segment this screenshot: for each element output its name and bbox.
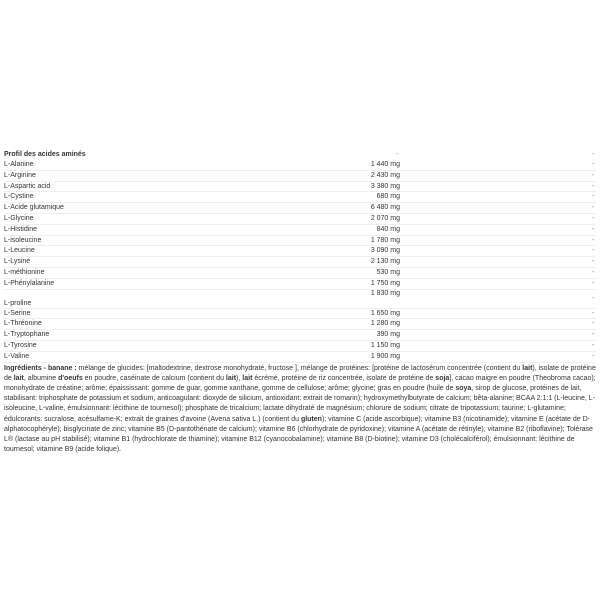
row-dash: -: [592, 352, 595, 360]
amino-acid-name: L-proline: [4, 299, 32, 307]
amino-acid-name: L-Lysine: [4, 258, 31, 266]
table-row: [4, 225, 596, 236]
ingredient-text: ], cacao maigre en poudre (Theobroma cacao); monohydrate de créatine; arôme; épaississant: gomme de guar, gomme xanthane, gomme de cellulose; arôme; glycine; gras en poudre (huile de: [4, 374, 596, 392]
allergen-text: lait: [242, 374, 253, 382]
amino-acid-value: 680 mg: [376, 193, 400, 201]
amino-acid-name: L-Alanine: [4, 161, 34, 168]
ingredient-text: ),: [236, 374, 243, 382]
allergen-text: lait: [13, 374, 24, 382]
table-row: [4, 160, 596, 171]
amino-acid-value: 1 780 mg: [370, 236, 400, 244]
row-dash: -: [592, 247, 595, 255]
row-dash: -: [592, 193, 595, 201]
amino-acid-name: L-Serine: [4, 309, 31, 317]
amino-acid-value: 1 750 mg: [370, 279, 400, 287]
row-dash: -: [592, 331, 595, 339]
allergen-text: lait: [522, 364, 533, 372]
amino-acid-value: 3 090 mg: [370, 247, 400, 255]
table-row: [4, 214, 596, 225]
amino-acid-name: L-isoleucine: [4, 236, 42, 244]
amino-acid-value: 1 900 mg: [370, 352, 400, 360]
amino-acid-value: 2 430 mg: [370, 171, 400, 179]
amino-acid-value: 2 130 mg: [370, 258, 400, 266]
amino-acid-table: [4, 160, 596, 363]
amino-acid-value: 2 070 mg: [370, 214, 400, 222]
row-dash: -: [592, 236, 595, 244]
table-row: [4, 192, 596, 203]
amino-acid-name: L-Glycine: [4, 214, 34, 222]
amino-acid-value: 3 380 mg: [370, 182, 400, 190]
amino-acid-name: L-Cystine: [4, 193, 34, 201]
header-dash-right: -: [592, 151, 595, 158]
table-row: [4, 203, 596, 214]
table-row: [4, 341, 596, 352]
row-dash: -: [592, 258, 595, 266]
row-dash: -: [592, 182, 595, 190]
allergen-text: lait: [225, 374, 237, 382]
amino-profile-title: Profil des acides aminés: [4, 151, 86, 158]
ingredient-text: , albumine: [23, 374, 59, 382]
ingredient-text: écrémé, protéine de riz concentrée, isolate de protéine de: [252, 374, 436, 382]
amino-acid-name: L-méthionine: [4, 268, 45, 276]
table-row: [4, 279, 596, 290]
table-row: [4, 352, 596, 363]
table-row: [4, 171, 596, 182]
ingredients-paragraph: [4, 364, 596, 456]
row-dash: -: [592, 341, 595, 349]
amino-acid-name: L-Phénylalanine: [4, 279, 55, 287]
amino-acid-value: 6 480 mg: [370, 204, 400, 212]
table-row: [4, 246, 596, 257]
amino-acid-name: L-Histidine: [4, 225, 38, 233]
table-row: [4, 257, 596, 268]
amino-acid-name: L-Thréonine: [4, 320, 42, 328]
row-dash: -: [592, 294, 595, 302]
row-dash: -: [592, 320, 595, 328]
table-row: [4, 319, 596, 330]
amino-acid-value: 1 650 mg: [370, 309, 400, 317]
row-dash: -: [592, 279, 595, 287]
ingredient-text: ), isolate de protéine de: [4, 364, 596, 382]
amino-acid-value: 1 280 mg: [370, 320, 400, 328]
amino-acid-value: 390 mg: [376, 331, 400, 339]
amino-acid-name: L-Arginine: [4, 171, 36, 179]
row-dash: -: [592, 161, 595, 168]
amino-acid-name: L-Aspartic acid: [4, 182, 51, 190]
amino-acid-name: L-Tryptophane: [4, 331, 50, 339]
row-dash: -: [592, 171, 595, 179]
table-row: [4, 236, 596, 247]
ingredient-text: mélange de glucides: [maltodextrine, dextrose monohydraté, fructose ], mélange de protéines: [protéine de lactosérum concentrée (contient du: [76, 364, 523, 372]
amino-acid-name: L-Valine: [4, 352, 30, 360]
row-dash: -: [592, 214, 595, 222]
ingredient-text: ); vitamine C (acide ascorbique); vitamine B3 (nicotinamide); vitamine E (acétate de D-alphatocophéryle); bisglycinate de zinc; vitamine B5 (D-pantothénate de calcium); vitamine B6 (chlorhydrate de pyridoxine); vitamine A (acétate de rétinyle); vitamine B2 (riboflavine); Tolérase L® (lactase au pH stabilisé); vitamine B1 (hydrochlorate de thiamine); vitamine B12 (cyanocobalamine); vitamine B8 (D-biotine); vitamine D3 (cholécalciférol); émulsionnant: lécithine de tournesol; vitamine B9 (acide folique).: [4, 415, 593, 454]
table-row: [4, 182, 596, 193]
amino-acid-name: L-Acide glutamique: [4, 204, 64, 212]
table-row: [4, 330, 596, 341]
table-row: [4, 290, 596, 309]
allergen-text: soya: [455, 384, 472, 392]
table-row: [4, 309, 596, 320]
amino-acid-value: 1 830 mg: [370, 289, 400, 297]
allergen-text: gluten: [300, 415, 322, 423]
row-dash: -: [592, 225, 595, 233]
amino-acid-value: 1 440 mg: [370, 161, 400, 168]
ingredient-text: en poudre, caséinate de calcium (contient du: [82, 374, 226, 382]
amino-acid-value: 530 mg: [376, 268, 400, 276]
row-dash: -: [592, 204, 595, 212]
amino-acid-value: 840 mg: [376, 225, 400, 233]
amino-acid-name: L-Tyrosine: [4, 341, 37, 349]
amino-profile-header: Profil des acides aminés - -: [4, 151, 595, 158]
amino-acid-name: L-Leucine: [4, 247, 35, 255]
allergen-text: d'oeufs: [58, 374, 83, 382]
table-row: [4, 268, 596, 279]
allergen-text: soja: [435, 374, 450, 382]
row-dash: -: [592, 268, 595, 276]
allergen-text: Ingrédients - banane :: [4, 364, 77, 372]
amino-acid-value: 1 150 mg: [370, 341, 400, 349]
nutrition-sheet: [4, 150, 596, 455]
ingredient-text: , sirop de glucose, protéines de lait, stabilisant: triphosphate de potassium et sodium, anticoagulant: dioxyde de silicium, antioxidant: extrait de romarin); hydroxymethylbutyrate de calcium; bêta-alanine; BCAA 2:1:1 (L-leucine, L-isoleucine, L-valine, émulsionnant: lécithine de tournesol); phosphate de tricalcium; lactate dihydraté de magnésium; chlorure de sodium; citrate de tripotassium; taurine; L-glutamine; édulcorants: sucralose, acésulfame-K; extrait de graines d'avoine (Avena sativa L.) (contient du: [4, 384, 596, 423]
row-dash: -: [592, 309, 595, 317]
